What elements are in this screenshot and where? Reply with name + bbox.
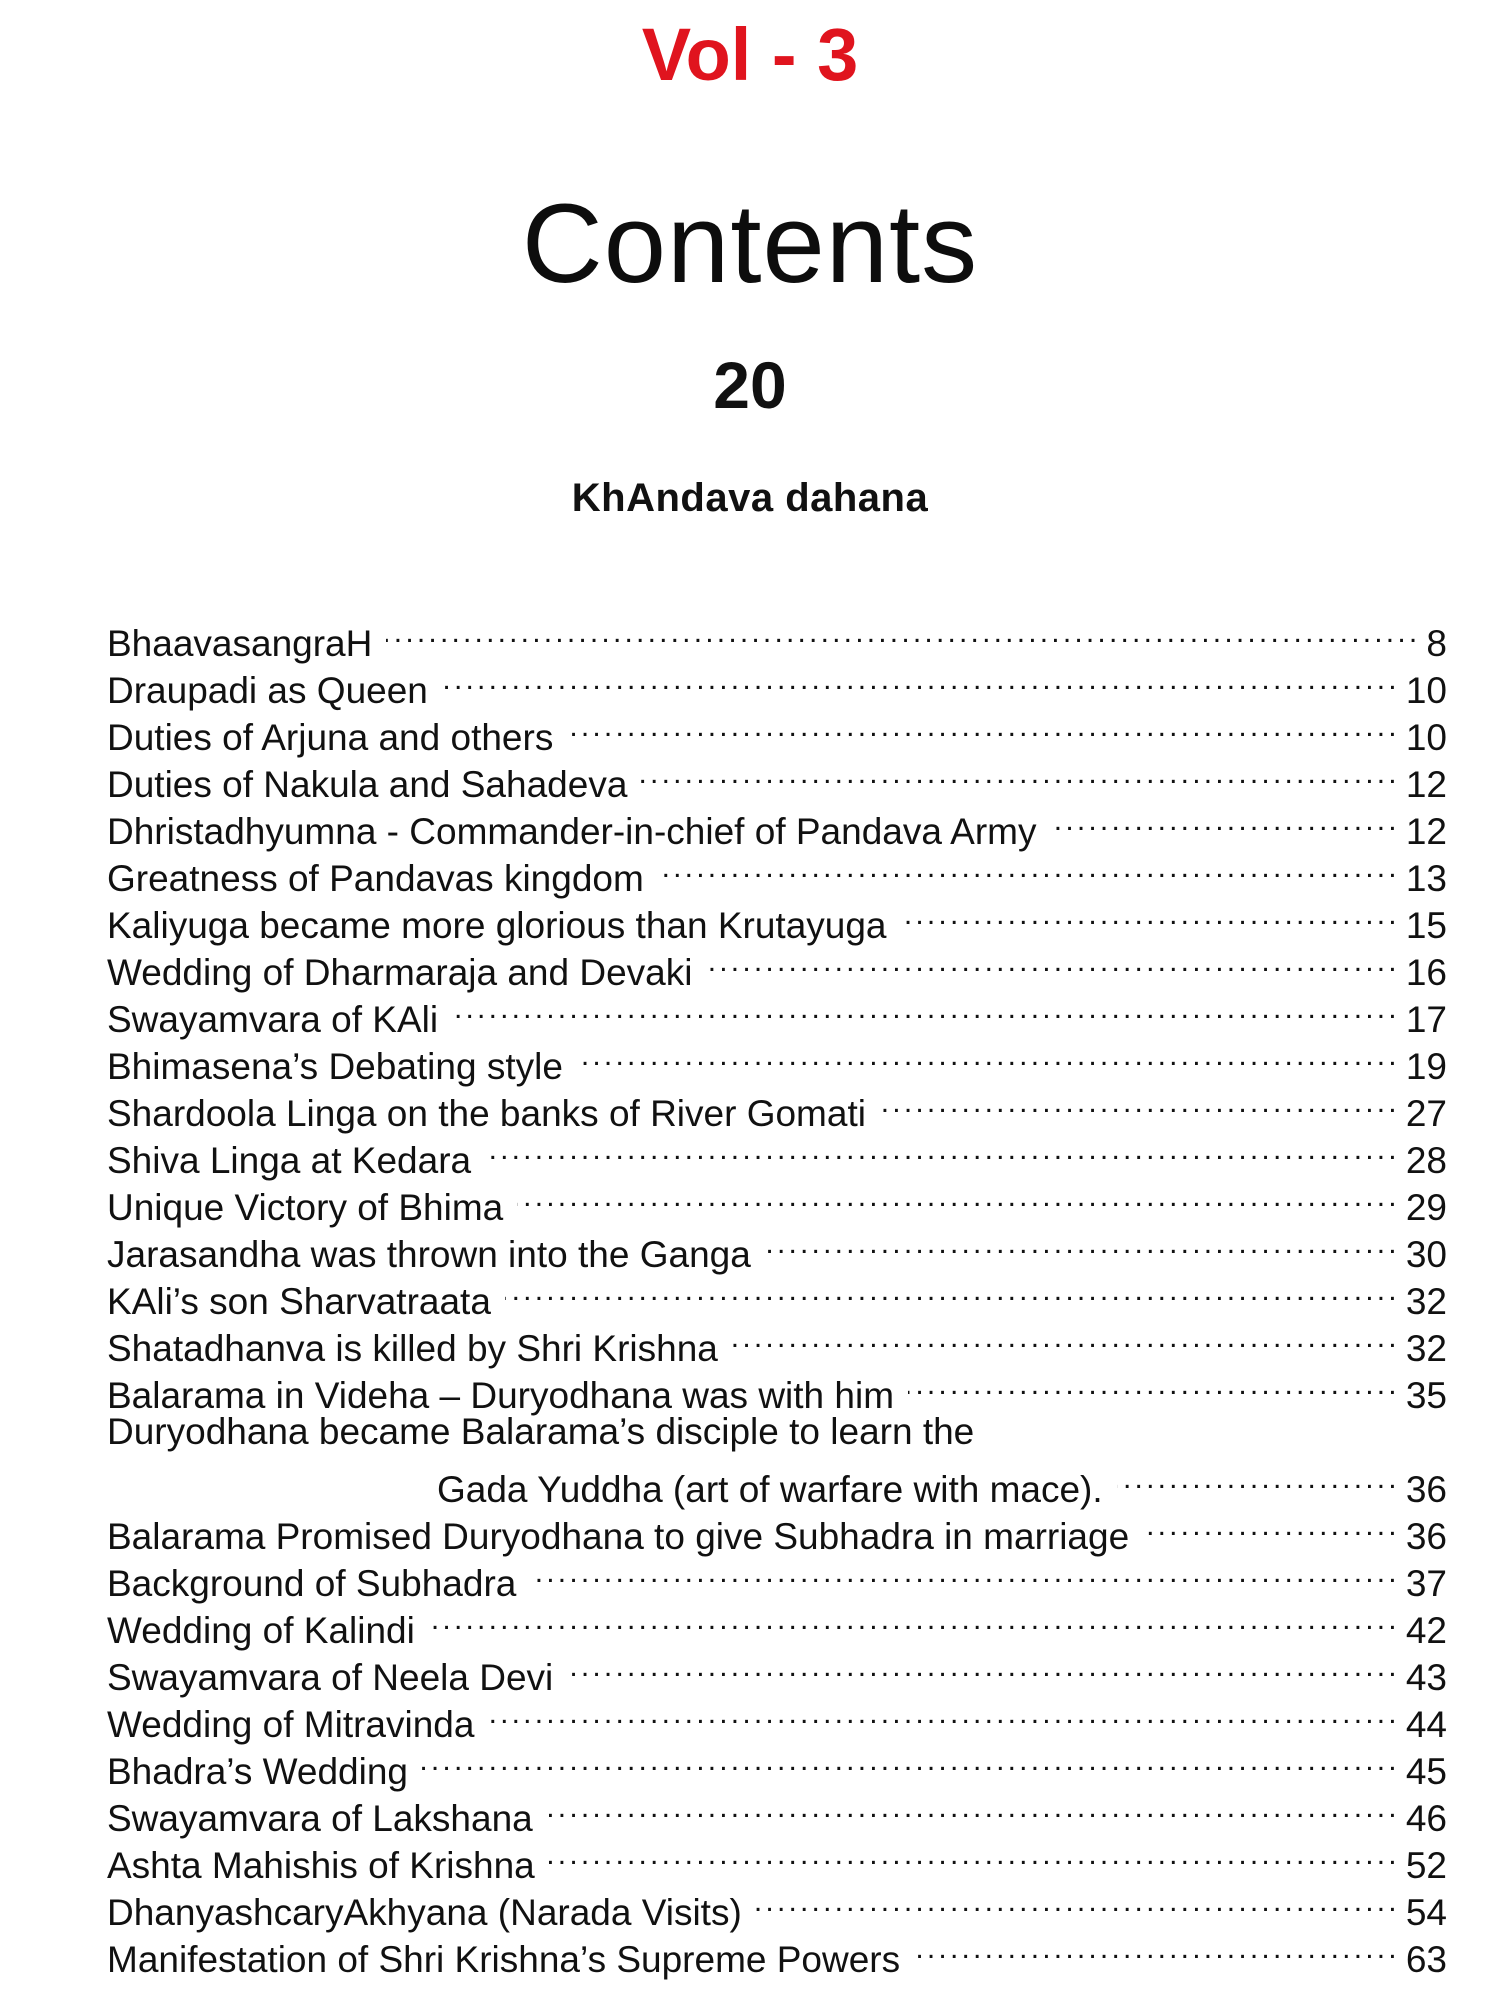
toc-entry-label: Manifestation of Shri Krishna’s Supreme Powers	[107, 1939, 901, 1980]
toc-entry-label: Wedding of Kalindi	[107, 1610, 415, 1651]
dot-leader	[901, 891, 1400, 938]
dot-leader	[577, 1032, 1400, 1079]
toc-entry-label: Wedding of Dharmaraja and Devaki	[107, 952, 693, 993]
toc-entry-label: Shardoola Linga on the banks of River Gomati	[107, 1093, 866, 1134]
toc-entry-page: 28	[1405, 1140, 1447, 1181]
toc-entry-page: 13	[1405, 858, 1447, 899]
toc-entry-label: Bhimasena’s Debating style	[107, 1046, 563, 1087]
toc-entry-label: Swayamvara of Neela Devi	[107, 1657, 554, 1698]
toc-entry-label: Shatadhanva is killed by Shri Krishna	[107, 1328, 718, 1369]
dot-leader	[505, 1267, 1400, 1314]
dot-leader	[765, 1220, 1400, 1267]
toc-entry-page: 54	[1405, 1892, 1447, 1933]
toc-entry-label: Wedding of Mitravinda	[107, 1704, 475, 1745]
toc-entry-label: Bhadra’s Wedding	[107, 1751, 409, 1792]
page-title: Contents	[521, 181, 979, 306]
toc-entry-page: 32	[1405, 1328, 1447, 1369]
toc-entry-label-continued: Gada Yuddha (art of warfare with mace).	[437, 1469, 1103, 1510]
toc-entry-page: 46	[1405, 1798, 1447, 1839]
dot-leader	[485, 1126, 1400, 1173]
toc-entry-label: Ashta Mahishis of Krishna	[107, 1845, 535, 1886]
toc-entry-page: 42	[1405, 1610, 1447, 1651]
toc-entry-label: Greatness of Pandavas kingdom	[107, 858, 644, 899]
dot-leader	[530, 1549, 1399, 1596]
dot-leader	[914, 1925, 1400, 1972]
dot-leader	[908, 1361, 1400, 1408]
toc-entry-label: Unique Victory of Bhima	[107, 1187, 504, 1228]
toc-entry-page: 43	[1405, 1657, 1447, 1698]
toc-entry-label: Kaliyuga became more glorious than Krutayuga	[107, 905, 887, 946]
toc-entry[interactable]	[107, 609, 1447, 664]
dot-leader	[429, 1596, 1400, 1643]
dot-leader	[488, 1690, 1399, 1737]
dot-leader	[706, 938, 1399, 985]
toc-entry-page: 36	[1405, 1516, 1447, 1557]
toc-entry-label: BhaavasangraH	[107, 623, 373, 664]
dot-leader	[442, 656, 1400, 703]
dot-leader	[641, 750, 1399, 797]
toc-entry-label: DhanyashcaryAkhyana (Narada Visits)	[107, 1892, 742, 1933]
toc-entry-page: 17	[1405, 999, 1447, 1040]
toc-entry-label: Balarama Promised Duryodhana to give Subhadra in marriage	[107, 1516, 1130, 1557]
toc-entry-page: 27	[1405, 1093, 1447, 1134]
toc-entry-page: 10	[1405, 717, 1447, 758]
dot-leader	[1117, 1455, 1400, 1502]
toc-entry-label: Background of Subhadra	[107, 1563, 517, 1604]
toc-entry-continuation[interactable]	[107, 1455, 1447, 1510]
toc-entry-label: Duryodhana became Balarama’s disciple to learn the	[107, 1411, 975, 1452]
dot-leader	[567, 703, 1400, 750]
chapter-title: KhAndava dahana	[571, 476, 929, 520]
dot-leader	[1143, 1502, 1400, 1549]
dot-leader	[658, 844, 1400, 891]
dot-leader	[452, 985, 1400, 1032]
toc-entry-page: 19	[1405, 1046, 1447, 1087]
toc-entry-label: Balarama in Videha – Duryodhana was with him	[107, 1375, 895, 1416]
volume-label: Vol - 3	[641, 13, 859, 96]
dot-leader	[547, 1784, 1400, 1831]
toc-entry-label: Dhristadhyumna - Commander-in-chief of Pandava Army	[107, 811, 1037, 852]
dot-leader	[880, 1079, 1400, 1126]
toc-entry-page: 37	[1405, 1563, 1447, 1604]
toc-entry-label: Jarasandha was thrown into the Ganga	[107, 1234, 751, 1275]
dot-leader	[756, 1878, 1400, 1925]
toc-entry[interactable]	[107, 1408, 1447, 1455]
toc-entry-page: 30	[1405, 1234, 1447, 1275]
toc-entry-page: 16	[1405, 952, 1447, 993]
dot-leader	[422, 1737, 1400, 1784]
toc-entry-page: 36	[1405, 1469, 1447, 1510]
toc-entry-label: Duties of Nakula and Sahadeva	[107, 764, 628, 805]
toc-entry-label: KAli’s son Sharvatraata	[107, 1281, 491, 1322]
toc-entry-page: 12	[1405, 811, 1447, 852]
dot-leader	[1051, 797, 1400, 844]
chapter-number: 20	[713, 348, 787, 422]
toc-entry-label: Swayamvara of KAli	[107, 999, 439, 1040]
toc-entry-page: 29	[1405, 1187, 1447, 1228]
table-of-contents	[107, 609, 1447, 1980]
dot-leader	[386, 609, 1420, 656]
toc-entry-page: 35	[1405, 1375, 1447, 1416]
dot-leader	[732, 1314, 1400, 1361]
toc-entry-page: 15	[1405, 905, 1447, 946]
toc-entry-label: Swayamvara of Lakshana	[107, 1798, 533, 1839]
toc-entry-page: 8	[1426, 623, 1447, 664]
toc-entry-label: Draupadi as Queen	[107, 670, 428, 711]
toc-entry-page: 12	[1405, 764, 1447, 805]
toc-entry-page: 63	[1405, 1939, 1447, 1980]
dot-leader	[549, 1831, 1400, 1878]
toc-entry-page: 52	[1405, 1845, 1447, 1886]
toc-entry-label: Duties of Arjuna and others	[107, 717, 554, 758]
toc-entry-page: 32	[1405, 1281, 1447, 1322]
toc-entry-page: 45	[1405, 1751, 1447, 1792]
toc-entry-page: 44	[1405, 1704, 1447, 1745]
dot-leader	[517, 1173, 1400, 1220]
toc-entry-label: Shiva Linga at Kedara	[107, 1140, 472, 1181]
dot-leader	[567, 1643, 1400, 1690]
toc-entry-page: 10	[1405, 670, 1447, 711]
